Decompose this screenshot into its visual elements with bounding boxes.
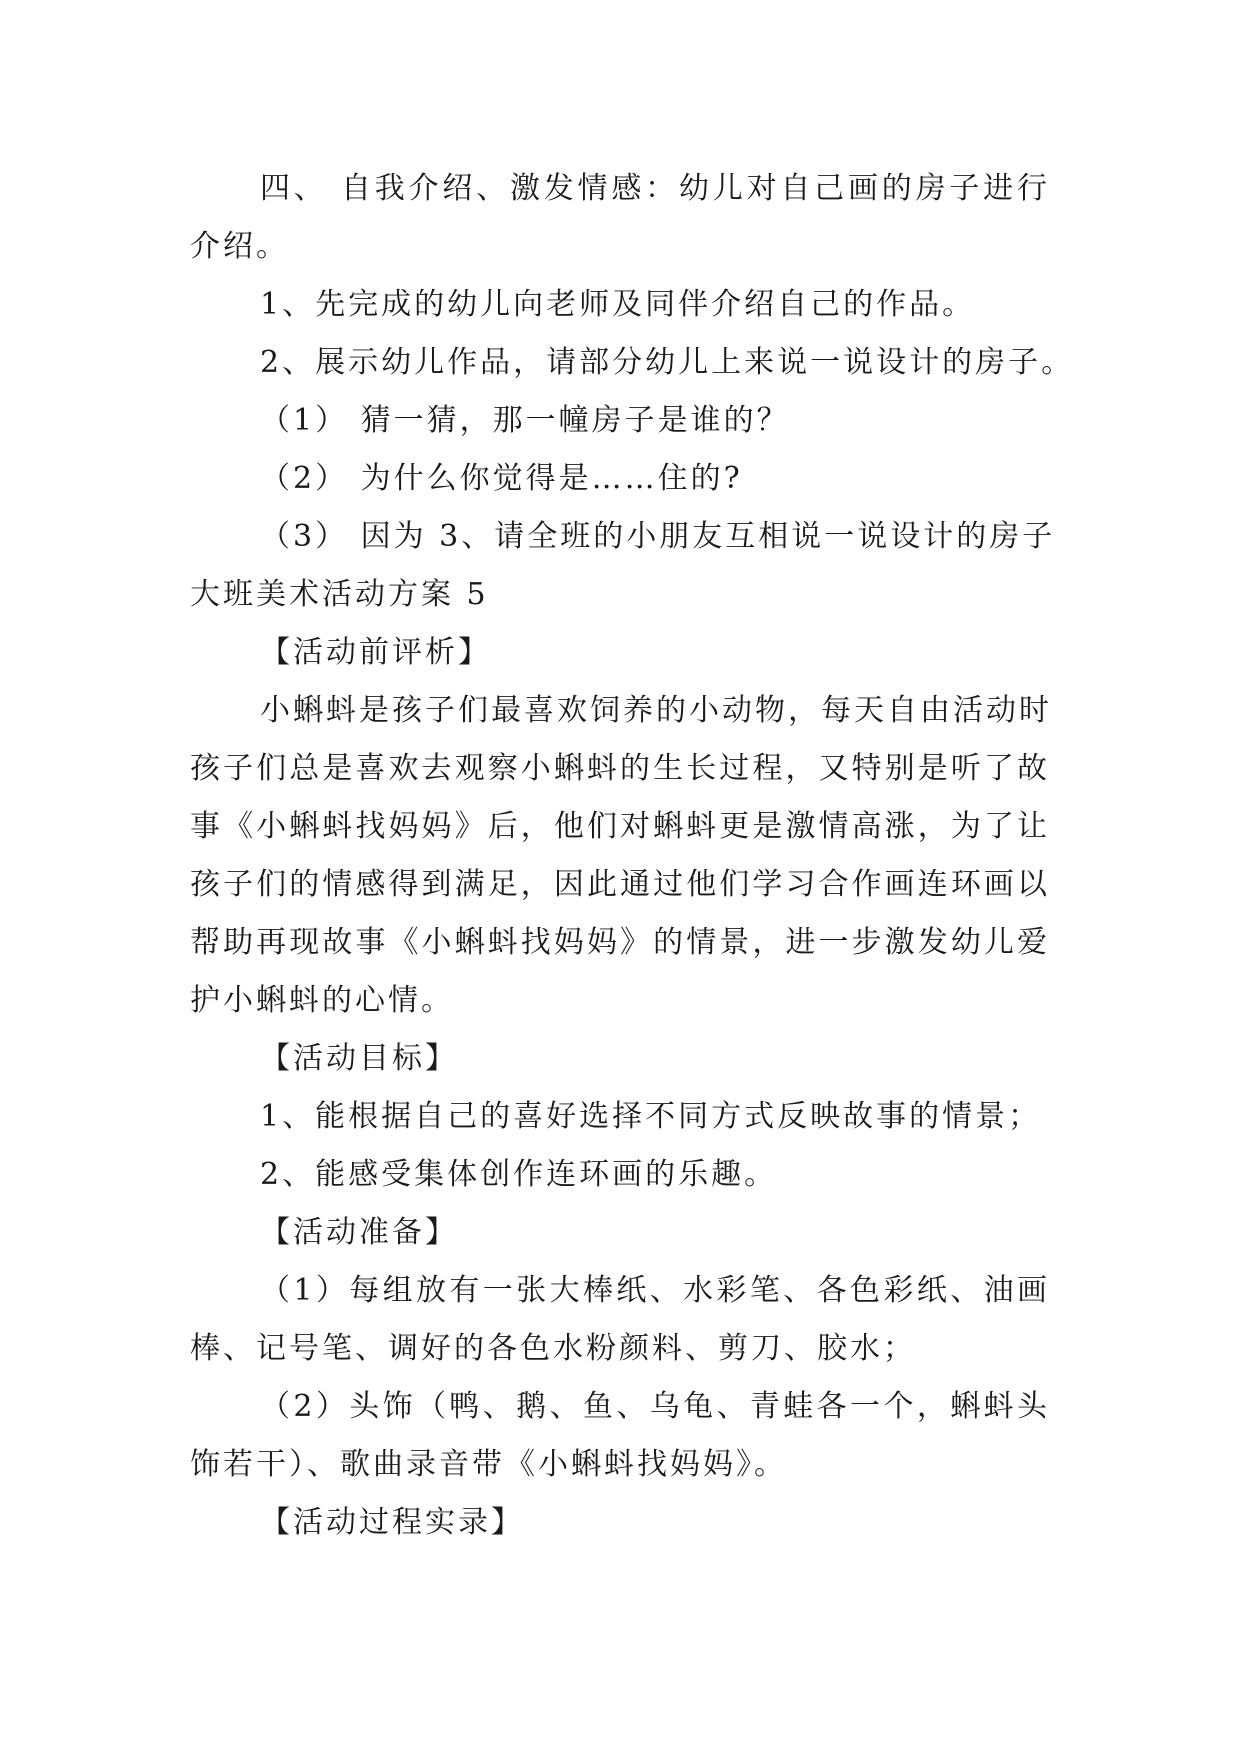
text-line: 【活动过程实录】 — [260, 1505, 524, 1540]
text-line: 四、 自我介绍、激发情感：幼儿对自己画的房子进行 — [260, 171, 1050, 206]
text-line: 帮助再现故事《小蝌蚪找妈妈》的情景，进一步激发幼儿爱 — [190, 925, 1050, 960]
text-line: 1、能根据自己的喜好选择不同方式反映故事的情景； — [260, 1099, 1042, 1134]
text-line: 【活动目标】 — [260, 1041, 458, 1076]
text-line: 事《小蝌蚪找妈妈》后，他们对蝌蚪更是激情高涨，为了让 — [190, 809, 1050, 844]
text-line: 护小蝌蚪的心情。 — [190, 983, 454, 1018]
text-line: 2、展示幼儿作品，请部分幼儿上来说一说设计的房子。 — [260, 345, 1075, 380]
text-line: 2、能感受集体创作连环画的乐趣。 — [260, 1157, 778, 1192]
text-line: 介绍。 — [190, 229, 289, 264]
text-line: （2） 为什么你觉得是……住的? — [260, 461, 743, 496]
text-line: 棒、记号笔、调好的各色水粉颜料、剪刀、胶水； — [190, 1331, 916, 1366]
text-line: 孩子们的情感得到满足，因此通过他们学习合作画连环画以 — [190, 867, 1050, 902]
text-line: （1） 猜一猜，那一幢房子是谁的？ — [260, 403, 790, 438]
text-line: 【活动前评析】 — [260, 635, 491, 670]
text-line: （2）头饰（鸭、鹅、鱼、乌龟、青蛙各一个，蝌蚪头 — [260, 1389, 1050, 1424]
text-line: 小蝌蚪是孩子们最喜欢饲养的小动物，每天自由活动时 — [260, 693, 1052, 728]
text-line: 大班美术活动方案 5 — [190, 577, 489, 612]
text-line: 【活动准备】 — [260, 1215, 458, 1250]
document-body — [190, 160, 1075, 1552]
text-line: 饰若干）、歌曲录音带《小蝌蚪找妈妈》。 — [190, 1447, 787, 1482]
text-line: 孩子们总是喜欢去观察小蝌蚪的生长过程，又特别是听了故 — [190, 751, 1050, 786]
text-line: （1）每组放有一张大棒纸、水彩笔、各色彩纸、油画 — [260, 1273, 1050, 1308]
text-line: 1、先完成的幼儿向老师及同伴介绍自己的作品。 — [260, 287, 976, 322]
text-line: （3） 因为 3、请全班的小朋友互相说一说设计的房子 — [260, 519, 1056, 554]
